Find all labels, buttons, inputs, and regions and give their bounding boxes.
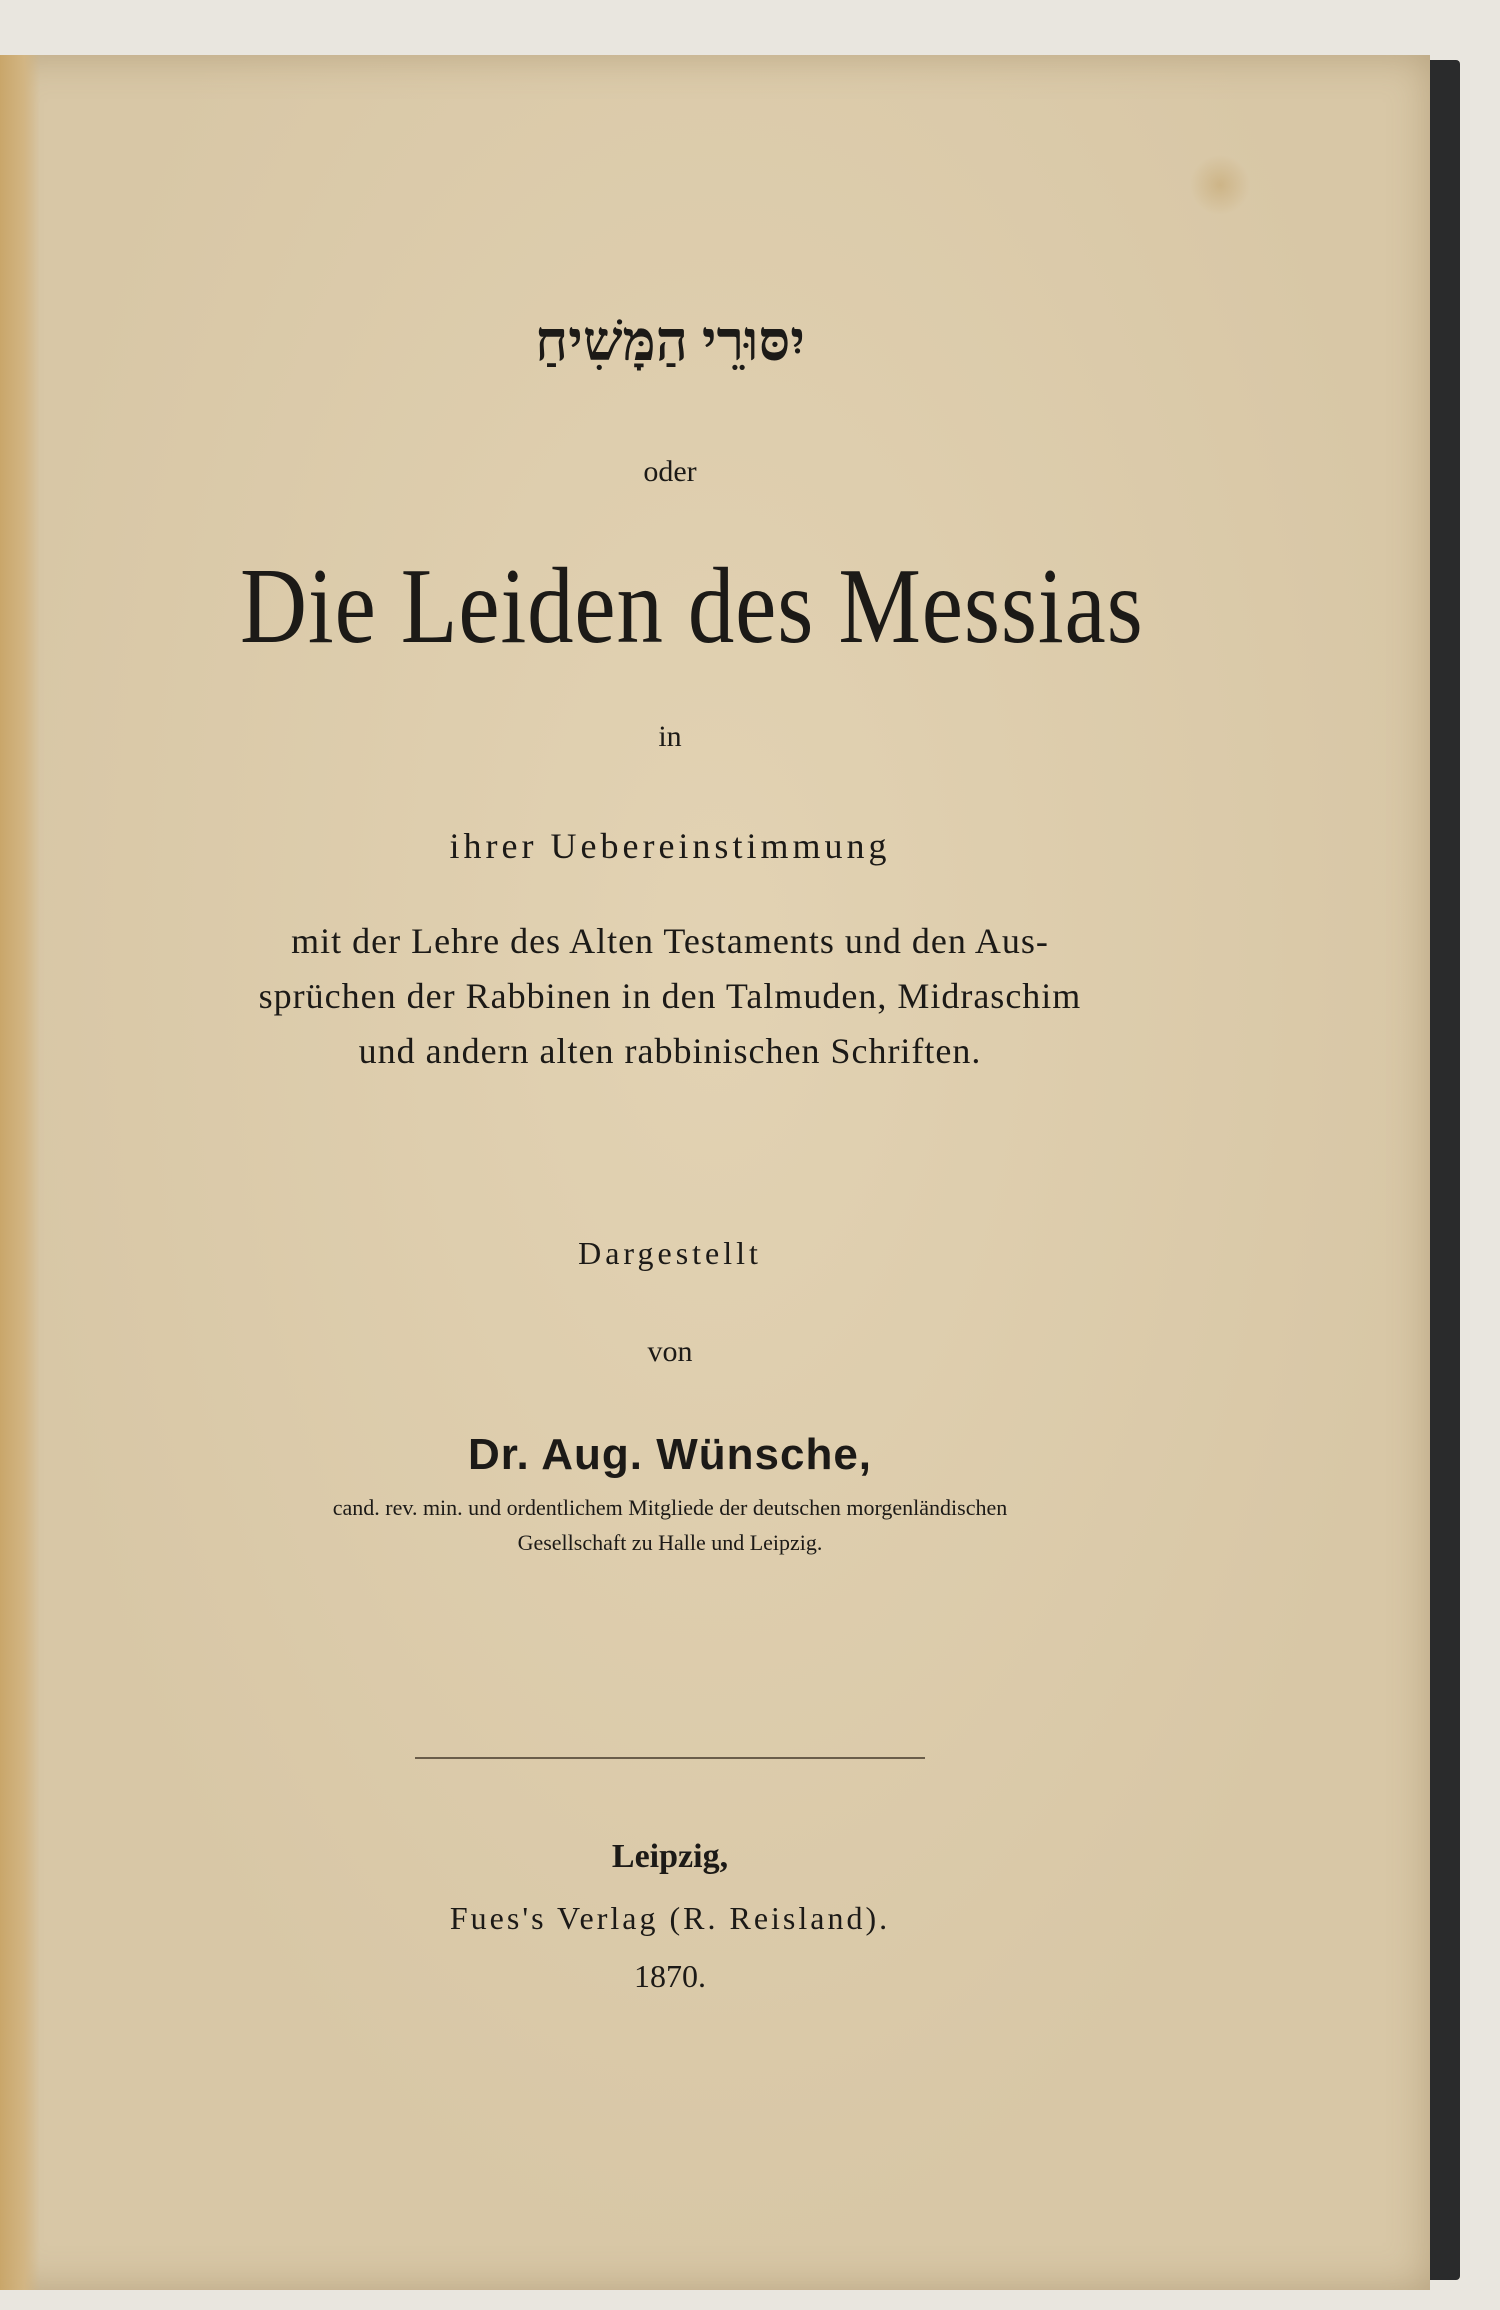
author-affiliation-line-2: Gesellschaft zu Halle und Leipzig.: [517, 1530, 823, 1555]
dargestellt-text: Dargestellt: [578, 1235, 762, 1271]
main-title: Die Leiden des Messias: [240, 547, 1144, 666]
publisher: Fues's Verlag (R. Reisland).: [449, 1900, 891, 1936]
von-text: von: [647, 1335, 693, 1368]
title-page: [0, 55, 1430, 2290]
subtitle-line-1: ihrer Uebereinstimmung: [449, 826, 891, 866]
subtitle-line-3: sprüchen der Rabbinen in den Talmuden, Midraschim: [258, 976, 1082, 1016]
author-affiliation-line-1: cand. rev. min. und ordentlichem Mitgliede der deutschen morgenländischen: [332, 1495, 1008, 1520]
subtitle-line-2: mit der Lehre des Alten Testaments und den Aus-: [291, 921, 1049, 961]
page-edge: [0, 55, 40, 2290]
author-name: Dr. Aug. Wünsche,: [467, 1430, 873, 1479]
publication-city: Leipzig,: [611, 1838, 729, 1875]
hebrew-title: יִסּוּרֵי הַמָּשִׁיחַ: [535, 311, 805, 373]
separator-rule: [415, 1757, 925, 1759]
subtitle-line-4: und andern alten rabbinischen Schriften.: [358, 1031, 982, 1071]
publication-year: 1870.: [634, 1958, 706, 1994]
in-text: in: [658, 720, 682, 753]
oder-text: oder: [643, 455, 697, 488]
